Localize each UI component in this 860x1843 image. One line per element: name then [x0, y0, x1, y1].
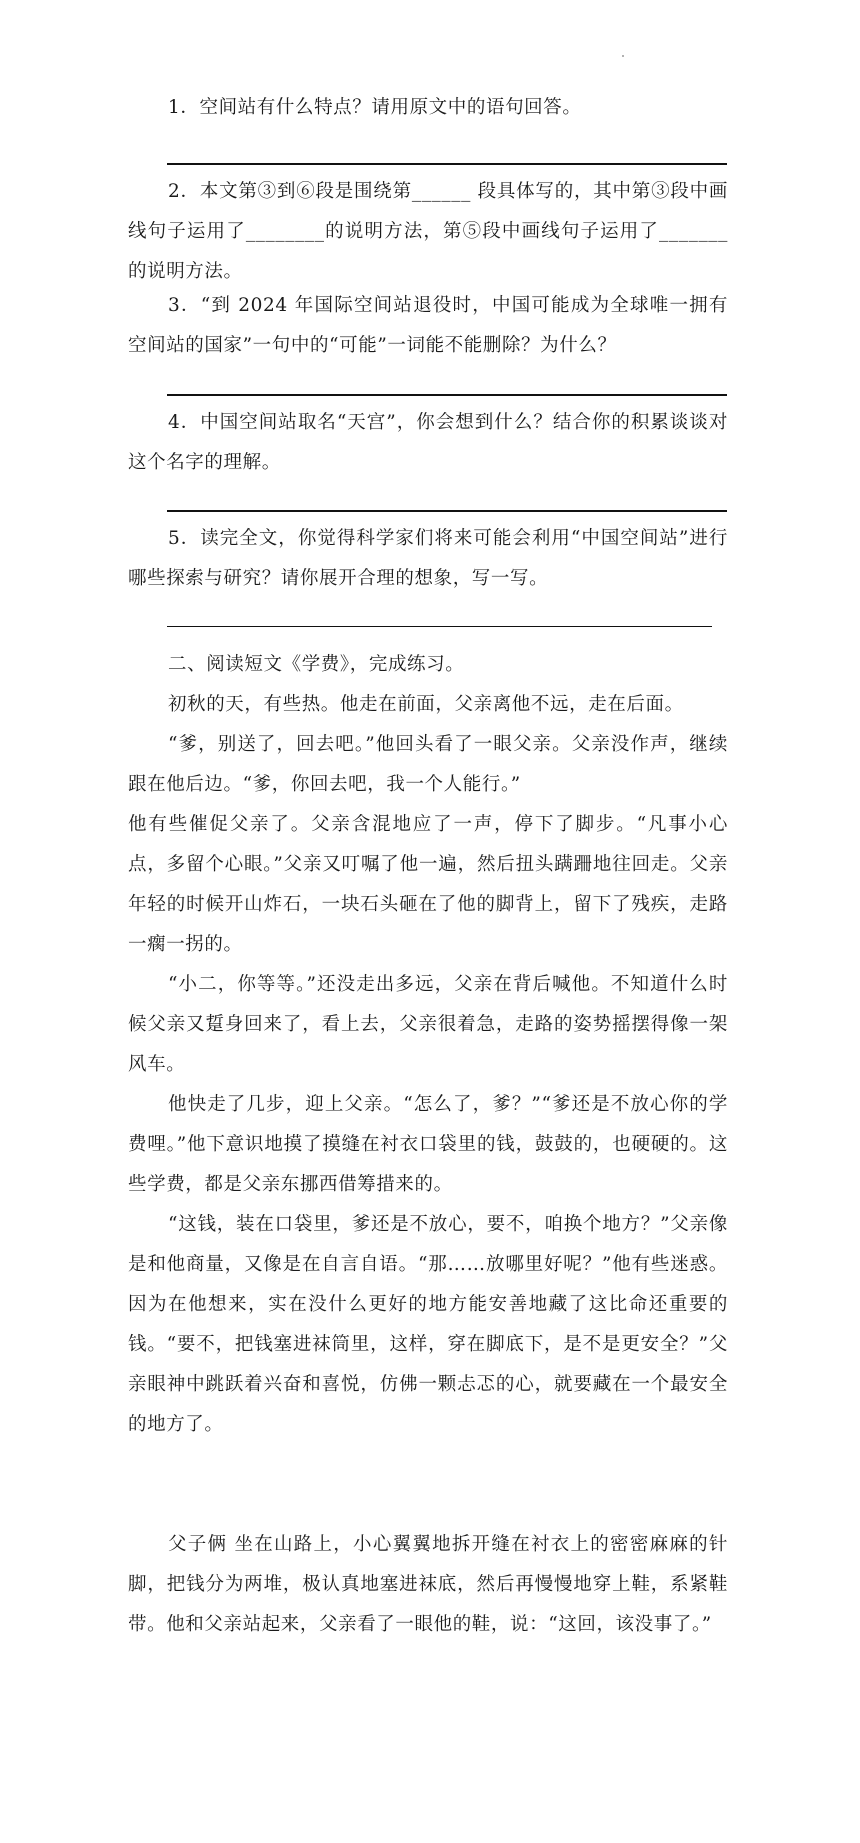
section-two-heading: 二、阅读短文《学费》，完成练习。 [168, 654, 465, 675]
answer-line-3 [167, 394, 727, 396]
question-4: 4．中国空间站取名“天宫”，你会想到什么？结合你的积累谈谈对这个名字的理解。 [128, 412, 728, 473]
story-paragraph: 他有些催促父亲了。父亲含混地应了一声，停下了脚步。“凡事小心点，多留个心眼。”父亲又叮嘱了他一遍，然后扭头蹒跚地往回走。父亲年轻的时候开山炸石，一块石头砸在了他的脚背上，留下了残疾，走路一瘸一拐的。 [128, 814, 728, 955]
answer-line-5 [167, 626, 712, 627]
question-1: 1．空间站有什么特点？请用原文中的语句回答。 [168, 97, 582, 118]
question-5: 5．读完全文，你觉得科学家们将来可能会利用“中国空间站”进行哪些探索与研究？请你展开合理的想象，写一写。 [128, 528, 728, 589]
answer-line-4 [167, 510, 727, 512]
answer-line-1 [167, 163, 727, 165]
scan-dot [622, 55, 624, 57]
story-paragraph: 父子俩 坐在山路上，小心翼翼地拆开缝在衬衣上的密密麻麻的针脚，把钱分为两堆，极认真地塞进袜底，然后再慢慢地穿上鞋，系紧鞋带。他和父亲站起来，父亲看了一眼他的鞋，说：“这回，该没事了。” [128, 1534, 728, 1635]
story-paragraph: “这钱，装在口袋里，爹还是不放心，要不，咱换个地方？”父亲像是和他商量，又像是在自言自语。“那……放哪里好呢？”他有些迷惑。因为在他想来，实在没什么更好的地方能安善地藏了这比命还重要的钱。“要不，把钱塞进袜筒里，这样，穿在脚底下，是不是更安全？”父亲眼神中跳跃着兴奋和喜悦，仿佛一颗忐忑的心，就要藏在一个最安全的地方了。 [128, 1214, 728, 1435]
question-2: 2．本文第③到⑥段是围绕第______ 段具体写的，其中第③段中画线句子运用了________的说明方法，第⑤段中画线句子运用了_______的说明方法。 [128, 181, 728, 282]
story-paragraph: “小二，你等等。”还没走出多远，父亲在背后喊他。不知道什么时候父亲又踅身回来了，看上去，父亲很着急，走路的姿势摇摆得像一架风车。 [128, 974, 728, 1075]
story-paragraph: “爹，别送了，回去吧。”他回头看了一眼父亲。父亲没作声，继续跟在他后边。“爹，你回去吧，我一个人能行。” [128, 734, 728, 795]
story-paragraph: 他快走了几步，迎上父亲。“怎么了，爹？”“爹还是不放心你的学费哩。”他下意识地摸了摸缝在衬衣口袋里的钱，鼓鼓的，也硬硬的。这些学费，都是父亲东挪西借筹措来的。 [128, 1094, 728, 1195]
story-paragraph: 初秋的天，有些热。他走在前面，父亲离他不远，走在后面。 [168, 694, 684, 715]
question-3: 3．“到 2024 年国际空间站退役时，中国可能成为全球唯一拥有空间站的国家”一句中的“可能”一词能不能删除？为什么？ [128, 295, 728, 356]
